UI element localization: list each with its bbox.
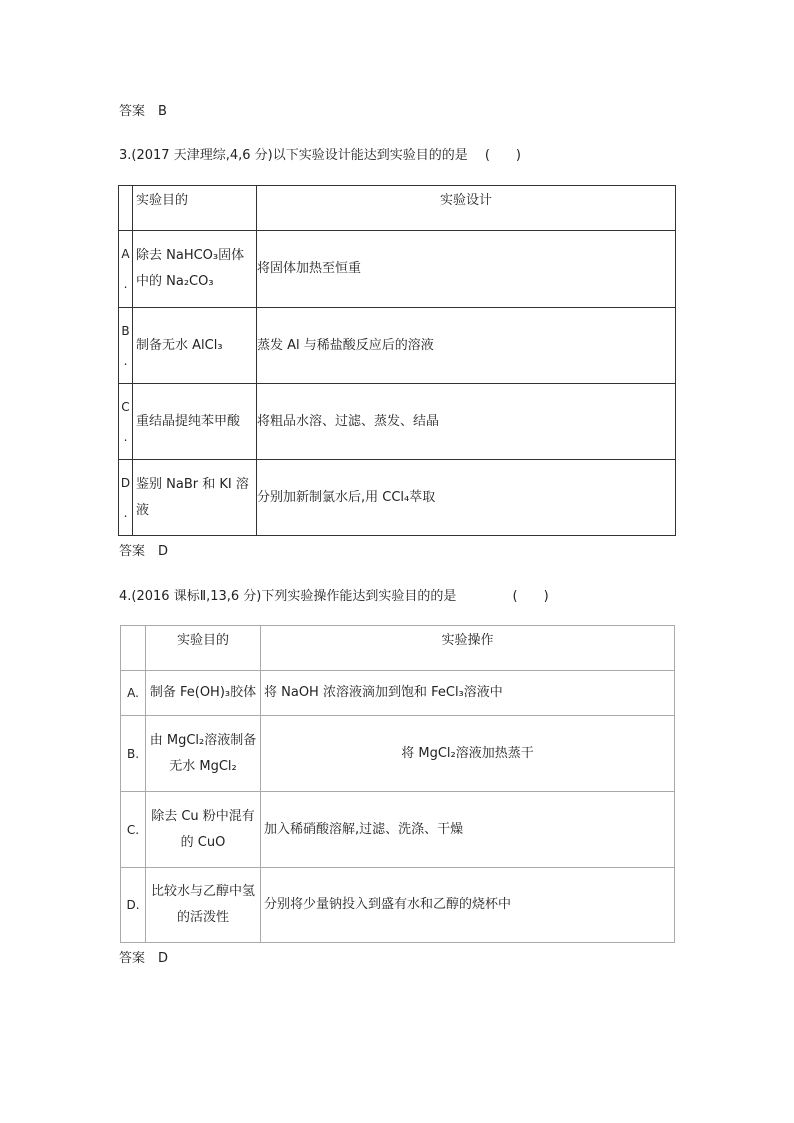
row-design: 蒸发 Al 与稀盐酸反应后的溶液 [257, 308, 676, 384]
row-design: 将粗品水溶、过滤、蒸发、结晶 [257, 384, 676, 460]
previous-answer: 答案 B [119, 104, 167, 119]
table-row [119, 460, 676, 536]
header-operation: 实验操作 [261, 626, 675, 671]
table-row [119, 308, 676, 384]
table-header-row [119, 186, 676, 231]
table-row [119, 231, 676, 308]
row-goal: 比较水与乙醇中氢的活泼性 [146, 868, 261, 943]
row-label: B. [121, 716, 146, 792]
row-goal: 制备 Fe(OH)₃胶体 [146, 671, 261, 716]
row-label: A. [121, 671, 146, 716]
row-goal: 除去 NaHCO₃固体中的 Na₂CO₃ [133, 231, 257, 308]
row-design: 将固体加热至恒重 [257, 231, 676, 308]
question-4-table [120, 625, 675, 943]
question-4-answer: 答案 D [119, 951, 169, 966]
row-label: C. [121, 792, 146, 868]
header-goal: 实验目的 [133, 186, 257, 231]
table-row [121, 868, 675, 943]
table-row [119, 384, 676, 460]
row-goal: 制备无水 AlCl₃ [133, 308, 257, 384]
row-design: 分别加新制氯水后,用 CCl₄萃取 [257, 460, 676, 536]
row-label: C . [119, 384, 133, 460]
row-operation: 加入稀硝酸溶解,过滤、洗涤、干燥 [261, 792, 675, 868]
row-label: D. [121, 868, 146, 943]
question-4-title: 4.(2016 课标Ⅱ,13,6 分)下列实验操作能达到实验目的的是 ( ) [119, 589, 549, 604]
row-goal: 重结晶提纯苯甲酸 [133, 384, 257, 460]
header-goal: 实验目的 [146, 626, 261, 671]
row-operation: 将 MgCl₂溶液加热蒸干 [261, 716, 675, 792]
row-label: D . [119, 460, 133, 536]
table-row [121, 671, 675, 716]
header-label-cell [119, 186, 133, 231]
row-operation: 分别将少量钠投入到盛有水和乙醇的烧杯中 [261, 868, 675, 943]
header-design: 实验设计 [257, 186, 676, 231]
question-3-table [118, 185, 676, 536]
table-row [121, 792, 675, 868]
row-goal: 鉴别 NaBr 和 KI 溶液 [133, 460, 257, 536]
row-goal: 除去 Cu 粉中混有的 CuO [146, 792, 261, 868]
question-3-title: 3.(2017 天津理综,4,6 分)以下实验设计能达到实验目的的是 ( ) [119, 148, 521, 163]
row-label: A . [119, 231, 133, 308]
row-label: B . [119, 308, 133, 384]
row-goal: 由 MgCl₂溶液制备无水 MgCl₂ [146, 716, 261, 792]
question-3-answer: 答案 D [119, 544, 169, 559]
table-header-row [121, 626, 675, 671]
table-row [121, 716, 675, 792]
row-operation: 将 NaOH 浓溶液滴加到饱和 FeCl₃溶液中 [261, 671, 675, 716]
header-label-cell [121, 626, 146, 671]
